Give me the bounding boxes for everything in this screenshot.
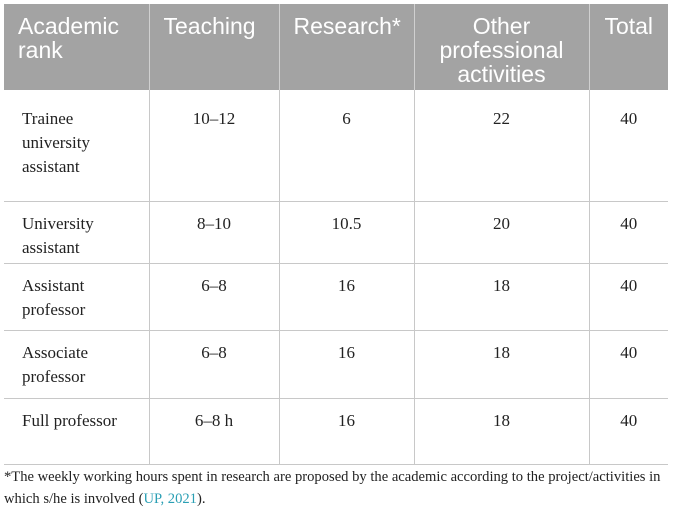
cell-other: 18 (414, 330, 589, 398)
cell-research: 16 (279, 263, 414, 330)
cell-total: 40 (589, 263, 668, 330)
academic-workload-table (4, 4, 668, 465)
cell-total: 40 (589, 201, 668, 263)
table-footnote (4, 466, 668, 510)
table-row (4, 201, 668, 263)
table-row (4, 263, 668, 330)
cell-total: 40 (589, 90, 668, 201)
cell-other: 20 (414, 201, 589, 263)
footnote-end: ). (196, 491, 206, 507)
cell-rank: Full professor (4, 398, 149, 464)
cell-rank: Associate professor (4, 330, 149, 398)
cell-other: 18 (414, 398, 589, 464)
table-row (4, 90, 668, 201)
header-other-activities: Other professional activities (414, 4, 589, 90)
header-row (4, 4, 668, 90)
header-teaching: Teaching (149, 4, 279, 90)
cell-teaching: 10–12 (149, 90, 279, 201)
cell-teaching: 8–10 (149, 201, 279, 263)
cell-rank: Trainee university assistant (4, 90, 149, 201)
table-row (4, 330, 668, 398)
reference-link[interactable]: UP, 2021 (143, 491, 197, 507)
cell-teaching: 6–8 (149, 263, 279, 330)
cell-research: 16 (279, 330, 414, 398)
cell-total: 40 (589, 330, 668, 398)
cell-rank: University assistant (4, 201, 149, 263)
header-research: Research* (279, 4, 414, 90)
cell-teaching: 6–8 (149, 330, 279, 398)
table-row (4, 398, 668, 464)
cell-research: 10.5 (279, 201, 414, 263)
cell-research: 16 (279, 398, 414, 464)
header-academic-rank: Academic rank (4, 4, 149, 90)
cell-total: 40 (589, 398, 668, 464)
cell-research: 6 (279, 90, 414, 201)
cell-rank: Assistant professor (4, 263, 149, 330)
table-body (4, 90, 668, 464)
cell-teaching: 6–8 h (149, 398, 279, 464)
cell-other: 18 (414, 263, 589, 330)
footnote-text: *The weekly working hours spent in research are proposed by the academic according to the project/activities in which s/he is involved ( (4, 469, 661, 507)
header-total: Total (589, 4, 668, 90)
table-header (4, 4, 668, 90)
cell-other: 22 (414, 90, 589, 201)
